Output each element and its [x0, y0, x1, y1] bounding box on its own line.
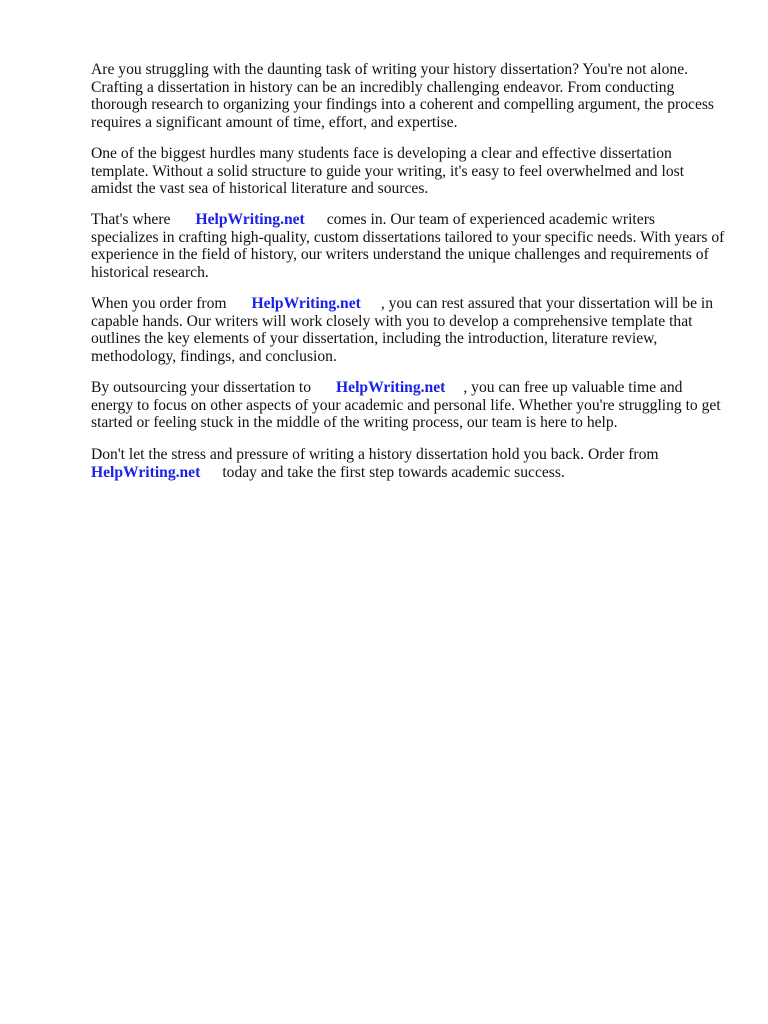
- paragraph-thats-where: [91, 211, 724, 281]
- helpwriting-link[interactable]: HelpWriting.net: [251, 295, 361, 312]
- helpwriting-link[interactable]: HelpWriting.net: [336, 379, 446, 396]
- text-line: template. Without a solid structure to guide your writing, it's easy to feel overwhelmed and lost: [91, 162, 685, 180]
- text-line: capable hands. Our writers will work closely with you to develop a comprehensive template that: [91, 312, 693, 330]
- text-line: energy to focus on other aspects of your academic and personal life. Whether you're struggling to get: [91, 396, 721, 414]
- text-segment: By outsourcing your dissertation to: [91, 379, 312, 396]
- text-line: amidst the vast sea of historical literature and sources.: [91, 180, 429, 197]
- text-segment: comes in. Our team of experienced academic writers: [326, 211, 655, 228]
- text-line: One of the biggest hurdles many students face is developing a clear and effective dissertation: [91, 145, 672, 162]
- text-line: [91, 464, 659, 482]
- paragraph-closing: [91, 446, 659, 481]
- paragraph-intro: [91, 61, 714, 131]
- paragraph-hurdles: [91, 145, 684, 198]
- helpwriting-link[interactable]: HelpWriting.net: [195, 211, 305, 228]
- text-segment: , you can rest assured that your dissertation will be in: [380, 295, 714, 312]
- text-line: requires a significant amount of time, effort, and expertise.: [91, 113, 458, 131]
- text-segment: That's where: [91, 211, 171, 228]
- text-line: Don't let the stress and pressure of writing a history dissertation hold you back. Order from: [91, 446, 659, 463]
- text-line: historical research.: [91, 263, 209, 281]
- text-segment: today and take the first step towards academic success.: [222, 463, 565, 481]
- text-segment: When you order from: [91, 295, 227, 312]
- text-line: methodology, findings, and conclusion.: [91, 347, 337, 365]
- text-line: Are you struggling with the daunting task of writing your history dissertation? You're not alone.: [91, 61, 689, 78]
- text-line: thorough research to organizing your findings into a coherent and compelling argument, the process: [91, 96, 715, 113]
- text-segment: , you can free up valuable time and: [463, 379, 683, 396]
- text-line: [91, 379, 721, 397]
- text-line: [91, 295, 713, 313]
- helpwriting-link[interactable]: HelpWriting.net: [91, 463, 201, 481]
- text-line: outlines the key elements of your dissertation, including the introduction, literature review,: [91, 330, 658, 347]
- text-line: specializes in crafting high-quality, custom dissertations tailored to your specific needs. With years of: [91, 228, 725, 246]
- text-line: [91, 211, 724, 229]
- paragraph-outsourcing: [91, 379, 721, 432]
- text-line: Crafting a dissertation in history can be an incredibly challenging endeavor. From conducting: [91, 78, 675, 96]
- text-line: started or feeling stuck in the middle of the writing process, our team is here to help.: [91, 414, 618, 431]
- paragraph-order: [91, 295, 713, 365]
- text-line: experience in the field of history, our writers understand the unique challenges and requirements of: [91, 246, 709, 263]
